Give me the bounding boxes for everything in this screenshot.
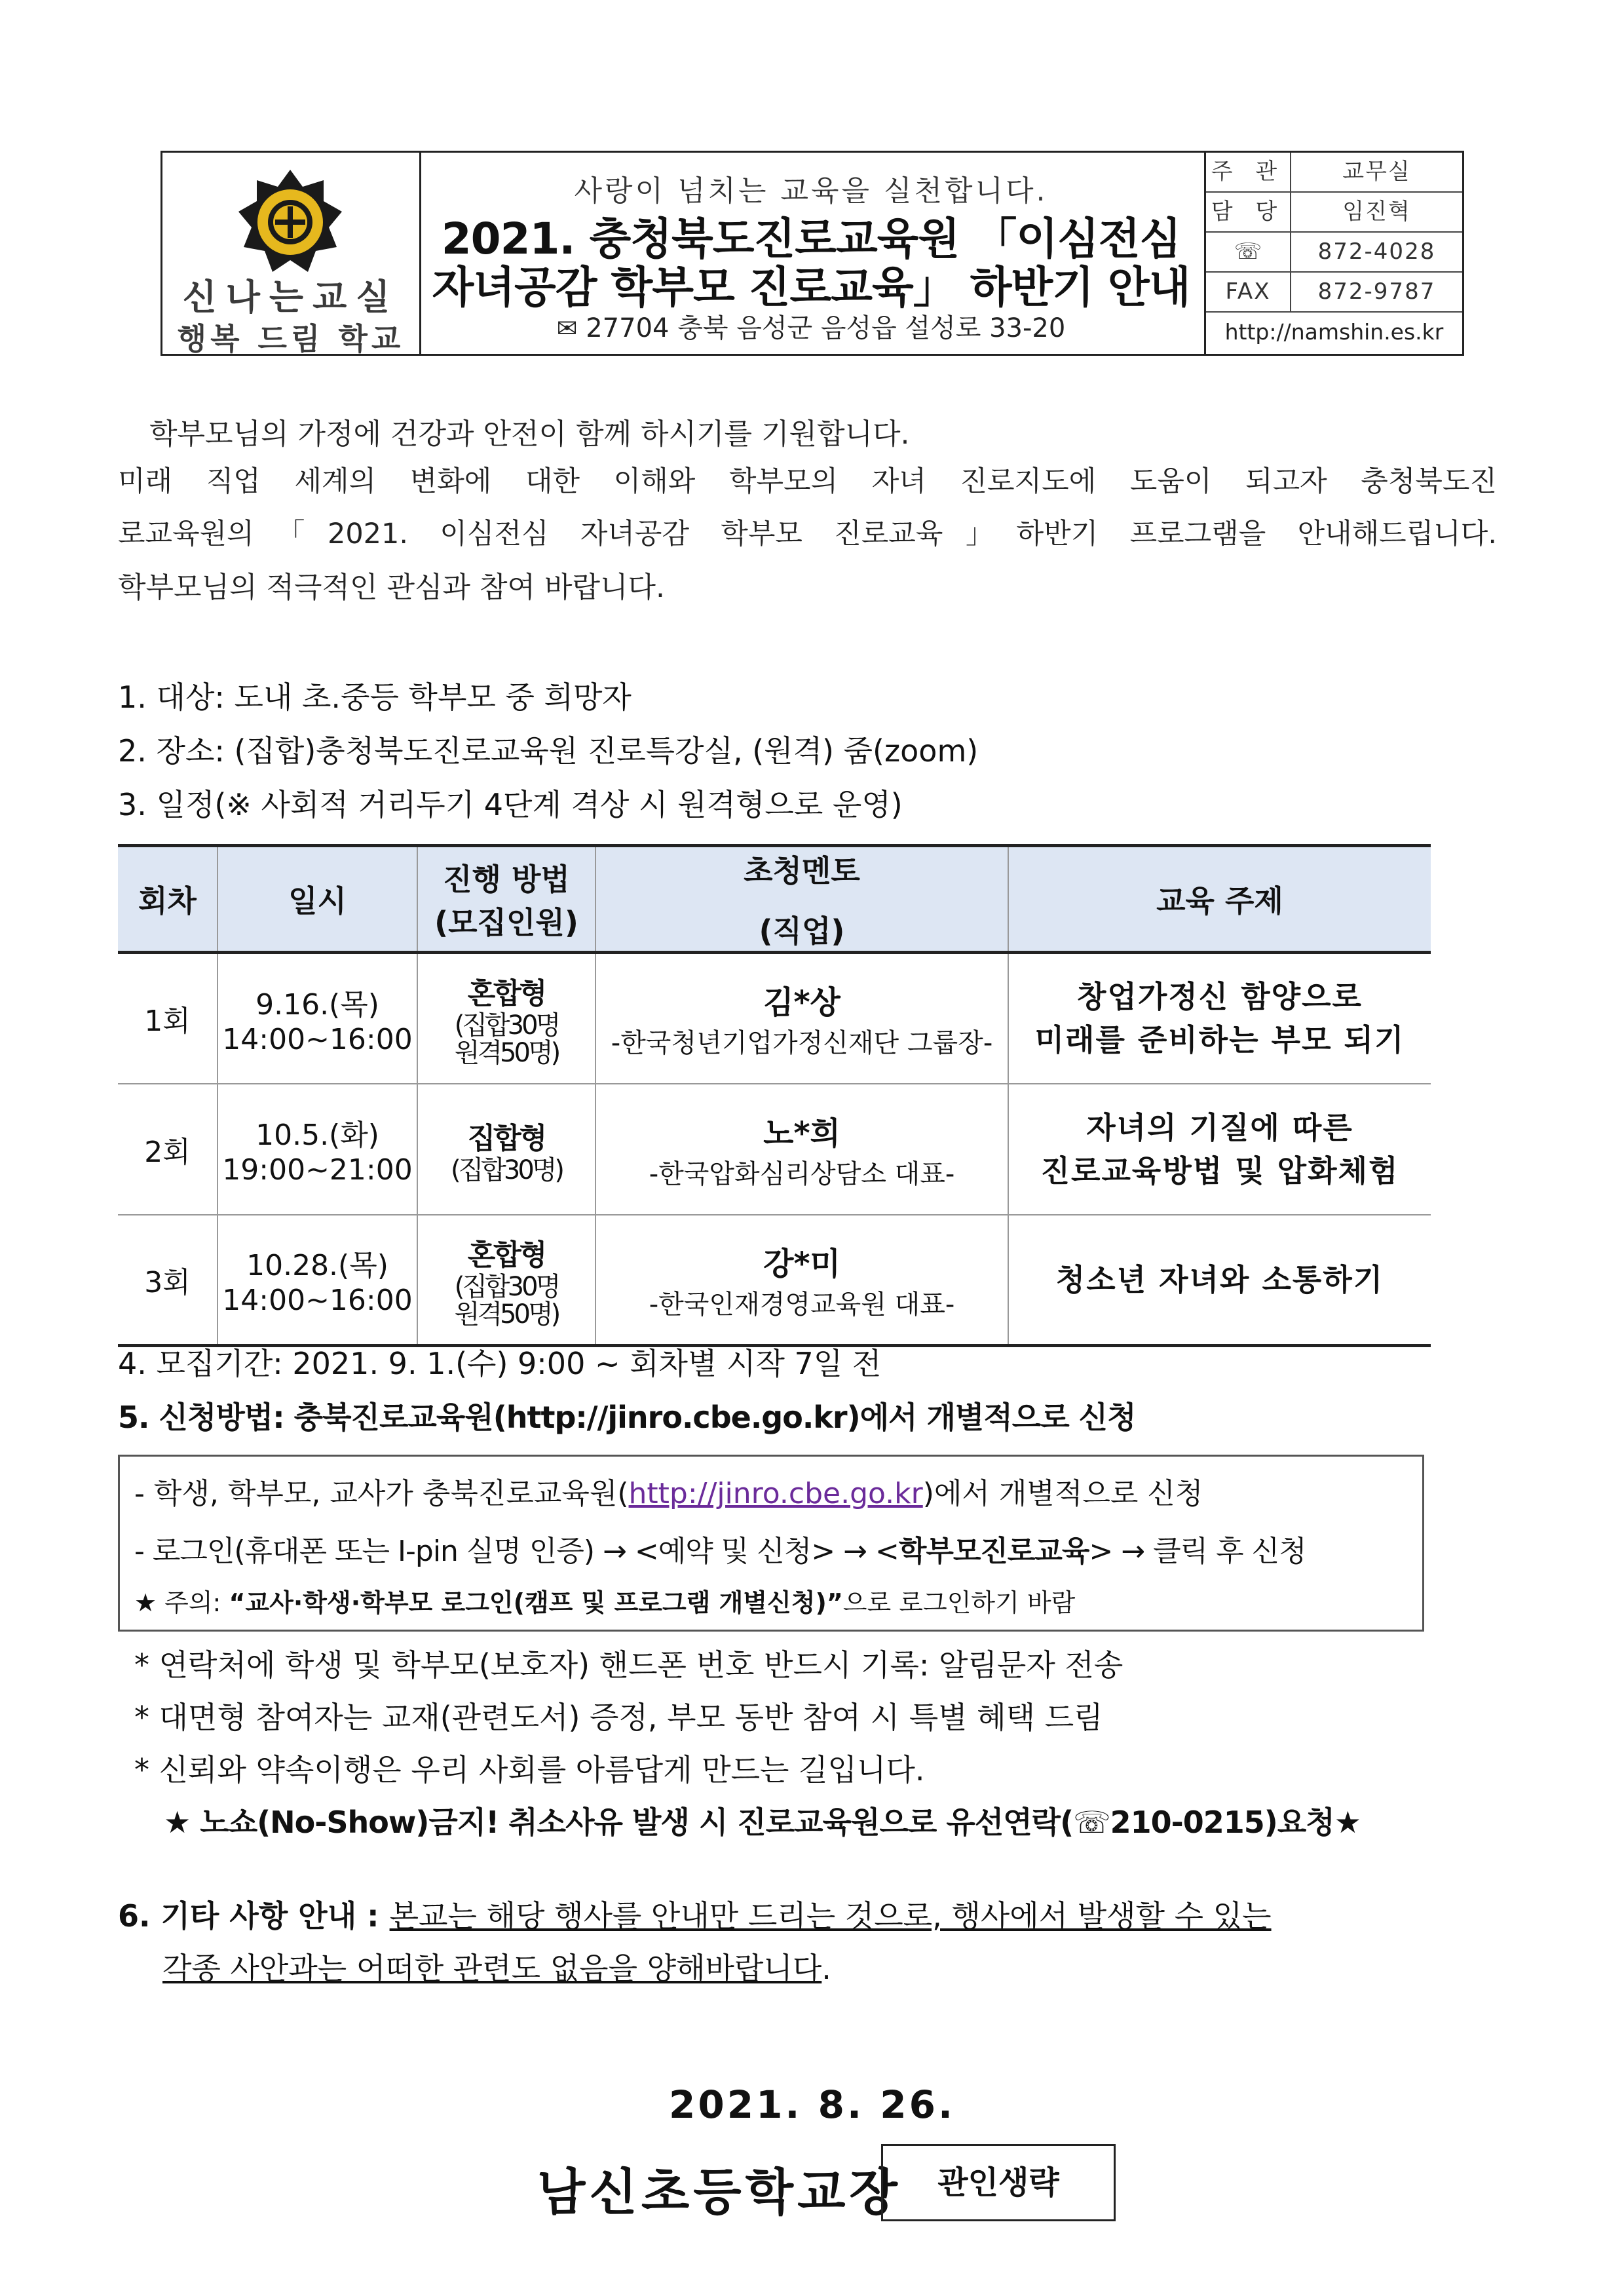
logo-text-secondary: 행복 드림 학교: [177, 321, 405, 356]
apply-step-1-post: )에서 개별적으로 신청: [922, 1477, 1203, 1510]
cell-datetime: [217, 953, 417, 1084]
topic-line2: 진로교육방법 및 압화체험: [1040, 1153, 1399, 1189]
cell-time: 14:00~16:00: [222, 1022, 413, 1056]
topic-line1: 청소년 자녀와 소통하기: [1055, 1261, 1384, 1297]
info-key: FAX: [1206, 273, 1291, 311]
other-notice-line2: [162, 1945, 831, 1988]
info-value: 임진혁: [1342, 199, 1411, 225]
mode-capacity-1: (집합30명): [450, 1155, 563, 1185]
cell-topic: [1008, 1084, 1431, 1215]
intro-line1: 학부모님의 가정에 건강과 안전이 함께 하시기를 기원합니다.: [149, 417, 910, 451]
apply-caution: [134, 1582, 1075, 1618]
item-period: 4. 모집기간: 2021. 9. 1.(수) 9:00 ~ 회차별 시작 7일 전: [118, 1346, 882, 1381]
other-notice-end: .: [821, 1951, 831, 1986]
header-mode: [417, 846, 595, 953]
header-mentor: [595, 846, 1008, 953]
topic-line2: 미래를 준비하는 부모 되기: [1034, 1022, 1405, 1058]
slogan: 사랑이 넘치는 교육을 실천합니다.: [574, 174, 1048, 208]
noshow-warning: ★ 노쇼(No-Show)금지! 취소사유 발생 시 진로교육원으로 유선연락(☏210-0215)요청★: [164, 1805, 1361, 1840]
info-row-manager: [1206, 153, 1462, 193]
cell-time: 19:00~21:00: [222, 1153, 413, 1187]
mode-capacity-2: 원격50명): [454, 1038, 559, 1069]
info-key: 주 관: [1206, 153, 1291, 191]
mentor-name: 강*미: [763, 1245, 840, 1282]
note-trust: * 신뢰와 약속이행은 우리 사회를 아름답게 만드는 길입니다.: [134, 1752, 925, 1788]
contact-info-table: [1204, 153, 1462, 354]
school-logo-cell: [162, 153, 421, 354]
mentor-name: 김*상: [763, 984, 840, 1022]
table-row: [118, 1215, 1431, 1346]
other-notice-label: 6. 기타 사항 안내 :: [118, 1898, 390, 1934]
cell-date: 10.28.(목): [246, 1249, 388, 1283]
topic-line1: 창업가정신 함양으로: [1077, 979, 1363, 1015]
school-address: [421, 307, 1201, 345]
mode-capacity-2: 원격50명): [454, 1299, 559, 1330]
mode-capacity-1: (집합30명: [454, 1271, 559, 1302]
school-url[interactable]: http://namshin.es.kr: [1224, 319, 1444, 345]
cell-round: 2회: [118, 1084, 217, 1215]
apply-step-1-pre: - 학생, 학부모, 교사가 충북진로교육원(: [134, 1477, 629, 1510]
mode-type: 집합형: [467, 1121, 546, 1155]
apply-step-2-pre: - 로그인(휴대폰 또는 I-pin 실명 인증) → <예약 및 신청> → <: [134, 1535, 899, 1568]
mentor-org: -한국인재경영교육원 대표-: [649, 1289, 955, 1320]
table-row: [118, 1084, 1431, 1215]
header-mentor-line2: (직업): [759, 913, 845, 949]
schedule-table: [118, 844, 1431, 1347]
postal-icon: ✉: [556, 314, 578, 343]
intro-line2: 미래 직업 세계의 변화에 대한 이해와 학부모의 자녀 진로지도에 도움이 되고자 충청북도진: [118, 465, 1497, 498]
cell-mode: [417, 1215, 595, 1346]
apply-step-2: [134, 1527, 1306, 1569]
intro-line3: 로교육원의「2021. 이심전심 자녀공감 학부모 진로교육」하반기 프로그램을 안내해드립니다.: [118, 518, 1497, 550]
item-schedule: 3. 일정(※ 사회적 거리두기 4단계 격상 시 원격형으로 운영): [118, 787, 903, 822]
intro-line4: 학부모님의 적극적인 관심과 참여 바랍니다.: [118, 571, 666, 604]
table-header-row: [118, 846, 1431, 953]
info-row-contact-person: [1206, 193, 1462, 233]
note-benefit: * 대면형 참여자는 교재(관련도서) 증정, 부모 동반 참여 시 특별 혜택 드림: [134, 1700, 1103, 1735]
cell-mentor: [595, 1215, 1008, 1346]
logo-text-primary: 신나는교실: [182, 277, 400, 318]
cell-mode: [417, 1084, 595, 1215]
info-key: 담 당: [1206, 193, 1291, 231]
mentor-org: -한국압화심리상담소 대표-: [649, 1158, 955, 1189]
jinro-link[interactable]: http://jinro.cbe.go.kr: [628, 1477, 923, 1510]
title-cell: [421, 153, 1201, 354]
apply-step-1: [134, 1470, 1203, 1512]
topic-line1: 자녀의 기질에 따른: [1086, 1109, 1353, 1145]
cell-topic: [1008, 953, 1431, 1084]
item-place: 2. 장소: (집합)충청북도진로교육원 진로특강실, (원격) 줌(zoom): [118, 733, 979, 769]
apply-caution-pre: ★ 주의:: [134, 1588, 229, 1617]
header-mode-line1: 진행 방법: [443, 862, 570, 897]
other-notice-text2: 각종 사안과는 어떠한 관련도 없음을 양해바랍니다: [162, 1951, 822, 1986]
cell-date: 9.16.(목): [255, 987, 379, 1022]
info-value: 교무실: [1342, 159, 1411, 185]
document-title-line1: 2021. 충청북도진로교육원 「이심전심: [441, 214, 1181, 264]
mentor-org: -한국청년기업가정신재단 그룹장-: [611, 1028, 993, 1059]
application-steps-box: [118, 1455, 1424, 1632]
info-row-phone: [1206, 233, 1462, 273]
signer-title: 남신초등학교장: [537, 2163, 901, 2221]
cell-datetime: [217, 1084, 417, 1215]
info-row-fax: [1206, 273, 1462, 313]
cell-time: 14:00~16:00: [222, 1284, 413, 1318]
apply-step-2-bold: 학부모진로교육: [898, 1535, 1089, 1568]
cell-topic: [1008, 1215, 1431, 1346]
header-datetime: 일시: [217, 846, 417, 953]
table-row: [118, 953, 1431, 1084]
other-notice-text1: 본교는 해당 행사를 안내만 드리는 것으로, 행사에서 발생할 수 있는: [389, 1898, 1272, 1934]
header-topic: 교육 주제: [1008, 846, 1431, 953]
letterhead: [161, 151, 1464, 356]
document-title-line2: 자녀공감 학부모 진로교육」 하반기 안내: [432, 262, 1190, 313]
cell-round: 3회: [118, 1215, 217, 1346]
mentor-name: 노*희: [763, 1115, 840, 1152]
document-date: 2021. 8. 26.: [669, 2082, 955, 2127]
cell-datetime: [217, 1215, 417, 1346]
cell-mode: [417, 953, 595, 1084]
mode-type: 혼합형: [467, 977, 546, 1011]
mode-type: 혼합형: [467, 1238, 546, 1272]
apply-caution-post: 으로 로그인하기 바람: [842, 1588, 1076, 1617]
item-method: 5. 신청방법: 충북진로교육원(http://jinro.cbe.go.kr)에서 개별적으로 신청: [118, 1400, 1136, 1435]
other-notice-line1: [118, 1892, 1500, 1936]
cell-mentor: [595, 953, 1008, 1084]
apply-step-2-post: > → 클릭 후 신청: [1089, 1535, 1306, 1568]
header-mentor-line1: 초청멘토: [744, 853, 860, 889]
official-seal-omitted: 관인생략: [881, 2144, 1116, 2221]
cell-date: 10.5.(화): [255, 1119, 379, 1152]
apply-caution-bold: “교사·학생·학부모 로그인(캠프 및 프로그램 개별신청)”: [229, 1588, 843, 1617]
info-value: 872-9787: [1317, 278, 1436, 305]
info-value: 872-4028: [1317, 239, 1436, 265]
item-target: 1. 대상: 도내 초.중등 학부모 중 희망자: [118, 679, 632, 715]
header-round: 회차: [118, 846, 217, 953]
cell-round: 1회: [118, 953, 217, 1084]
address-text: 27704 충북 음성군 음성읍 설성로 33-20: [586, 313, 1066, 343]
school-emblem-icon: [235, 167, 346, 278]
phone-icon: ☏: [1206, 233, 1291, 271]
note-contact: * 연락처에 학생 및 학부모(보호자) 핸드폰 번호 반드시 기록: 알림문자 전송: [134, 1647, 1124, 1683]
cell-mentor: [595, 1084, 1008, 1215]
mode-capacity-1: (집합30명: [454, 1010, 559, 1041]
header-mode-line2: (모집인원): [434, 905, 578, 940]
